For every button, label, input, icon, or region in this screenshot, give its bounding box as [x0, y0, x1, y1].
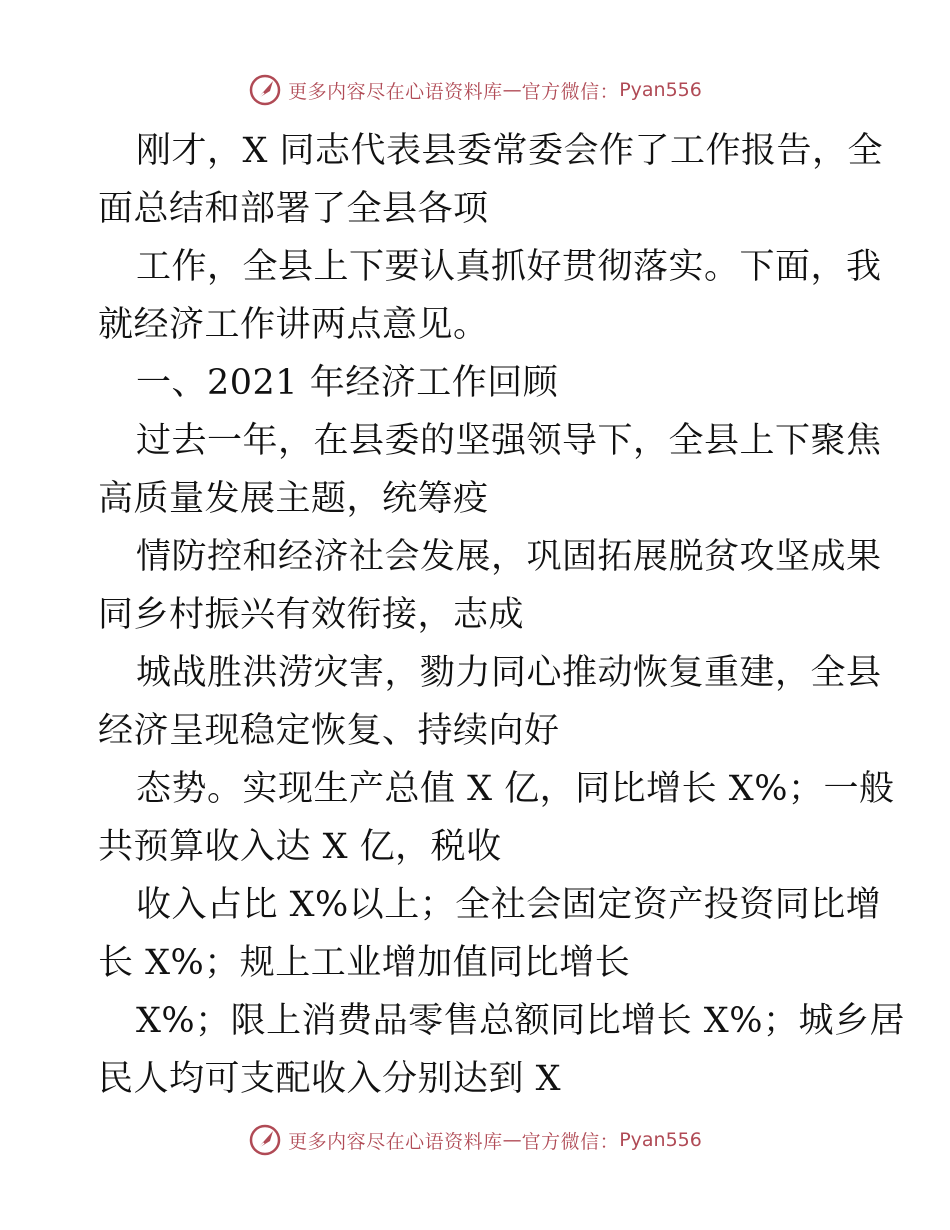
watermark-account: Pyan556 [619, 79, 702, 101]
paragraph [98, 238, 882, 354]
watermark-text: 更多内容尽在心语资料库 [288, 1130, 503, 1153]
paragraph-line: 收入占比 X%以上；全社会固定资产投资同比增 [136, 885, 882, 925]
paragraph-line: 刚才，X 同志代表县委常委会作了工作报告，全 [136, 131, 884, 171]
watermark-dash: — [502, 1129, 522, 1151]
paragraph [98, 876, 882, 992]
paragraph-line: 情防控和经济社会发展，巩固拓展脱贫攻坚成果 [136, 537, 882, 577]
section-heading-text: 一、2021 年经济工作回顾 [136, 363, 559, 403]
paragraph-line: 工作，全县上下要认真抓好贯彻落实。下面，我 [136, 247, 882, 287]
paragraph-line: 长 X%；规上工业增加值同比增长 [98, 943, 631, 983]
header-watermark [0, 70, 950, 110]
paragraph-line: X%；限上消费品零售总额同比增长 X%；城乡居 [136, 1001, 905, 1041]
paragraph-line: 共预算收入达 X 亿，税收 [98, 827, 502, 867]
paragraph-line: 就经济工作讲两点意见。 [98, 305, 489, 345]
paragraph-line: 过去一年，在县委的坚强领导下，全县上下聚焦 [136, 421, 882, 461]
footer-watermark [0, 1120, 950, 1160]
watermark-text: 更多内容尽在心语资料库 [288, 80, 503, 103]
quill-logo-icon [248, 73, 282, 107]
watermark-account: Pyan556 [619, 1129, 702, 1151]
paragraph [98, 122, 884, 238]
paragraph-line: 同乡村振兴有效衔接，志成 [98, 595, 525, 635]
paragraph-line: 态势。实现生产总值 X 亿，同比增长 X%；一般 [136, 769, 895, 809]
watermark-dash: — [502, 79, 522, 101]
quill-logo-icon [248, 1123, 282, 1157]
paragraph-line: 高质量发展主题，统筹疫 [98, 479, 489, 519]
paragraph [98, 412, 882, 528]
paragraph [98, 760, 895, 876]
paragraph-line: 城战胜洪涝灾害，勠力同心推动恢复重建，全县 [136, 653, 882, 693]
section-heading [98, 354, 858, 412]
paragraph-line: 民人均可支配收入分别达到 X [98, 1059, 562, 1099]
paragraph-line: 经济呈现稳定恢复、持续向好 [98, 711, 560, 751]
watermark-label: 官方微信： [521, 1130, 620, 1153]
paragraph-line: 面总结和部署了全县各项 [98, 189, 489, 229]
paragraph [98, 528, 882, 644]
paragraph [98, 992, 905, 1108]
document-body [98, 122, 905, 1108]
watermark-label: 官方微信： [521, 80, 620, 103]
paragraph [98, 644, 882, 760]
